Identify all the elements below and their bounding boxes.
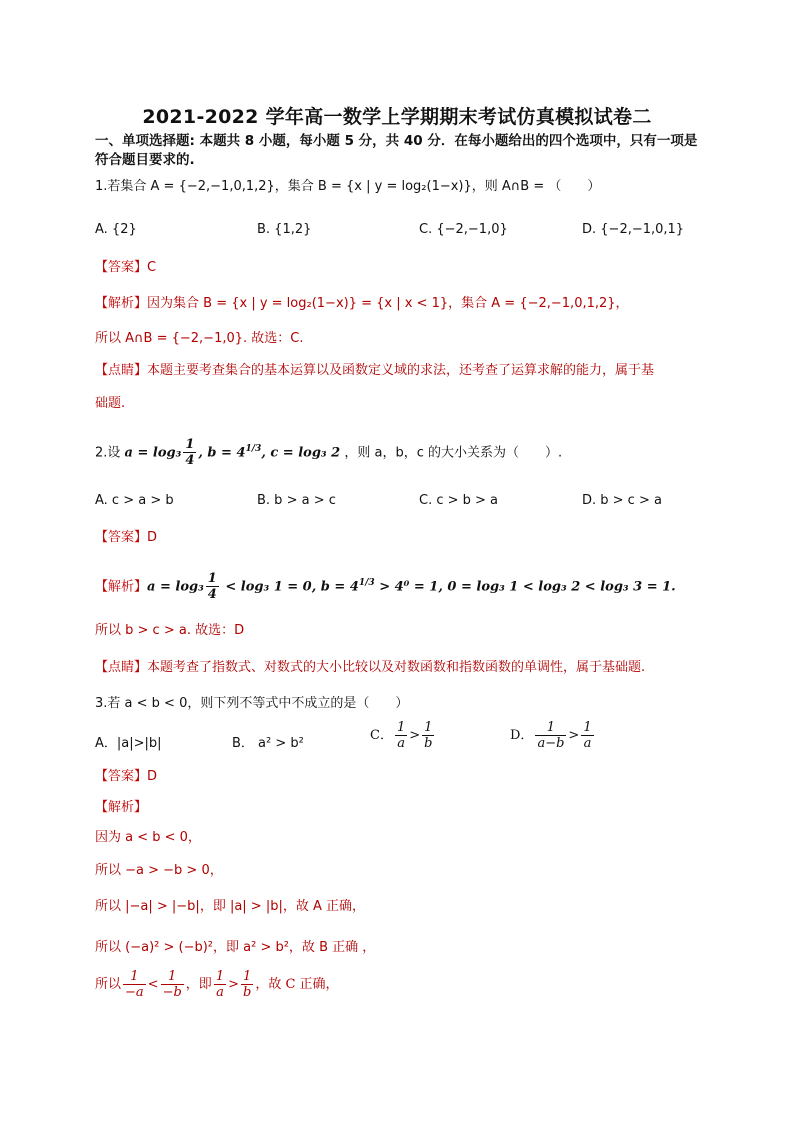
q1-answer [95,259,156,277]
q2-analysis-frac: $\frac{1}{4}$ [207,571,217,603]
q2-stem [95,432,562,470]
q1-option-b: B. {1,2} [257,222,312,237]
frac-1-over-a-minus-b: $\frac{1}{a-b}$ [537,720,565,751]
analysis-text: 因为集合 B = {x | y = log₂(1−x)} = {x | x < 1}，集合 A = {−2,−1,0,1,2}， [147,296,629,311]
q1-option-d: D. {−2,−1,0,1} [582,222,685,237]
frac-1-over-a: $\frac{1}{a}$ [396,720,406,751]
q2-expr-a: a = log₃ [124,445,182,461]
section-heading-line2: 符合题目要求的. [95,152,195,168]
q3-analysis-line1: 因为 a < b < 0， [95,830,201,845]
frac-1-over-b: $\frac{1}{b}$ [424,720,433,751]
frac-1-over-a-2: $\frac{1}{a}$ [583,720,592,751]
q3-option-c: C． $\frac{1}{a}$ > $\frac{1}{b}$ [370,720,433,751]
q2-expr-c: , c = log₃ 2 [261,445,341,461]
q3-answer: 【答案】D [95,769,158,784]
q1-comment-line1 [95,362,654,380]
q2-option-d: D. b > c > a [582,493,662,508]
q3-option-a: A．|a|>|b| [95,736,162,751]
q3-analysis-line2: 所以 −a > −b > 0， [95,863,223,878]
q1-stem: 1.若集合 A = {−2,−1,0,1,2}，集合 B = {x | y = log₂(1−x)}，则 A∩B = （ ） [95,179,601,194]
answer-value: C [147,260,157,275]
q1-option-a: A. {2} [95,222,137,237]
comment-tag: 【点睛】 [95,363,148,378]
q3-analysis-tag: 【解析】 [95,800,148,815]
q1-comment-line2: 础题. [95,396,126,411]
q2-expr-b: , b = 4 [198,445,246,461]
answer-tag: 【答案】 [95,260,148,275]
comment-text: 本题主要考查集合的基本运算以及函数定义域的求法，还考查了运算求解的能力，属于基 [147,363,655,378]
q1-analysis-line2: 所以 A∩B = {−2,−1,0}. 故选：C. [95,331,304,346]
q1-analysis-line1 [95,295,629,313]
q3-analysis-line5: 所以 $\frac{1}{-a}$ < $\frac{1}{-b}$ ，即 $\frac{1}{a}$ > $\frac{1}{b}$ ，故 C 正确， [95,969,339,1000]
q3-analysis-line3: 所以 |−a| > |−b|，即 |a| > |b|，故 A 正确， [95,899,365,914]
q3-stem: 3.若 a < b < 0，则下列不等式中不成立的是（ ） [95,696,409,711]
q2-analysis-line1: 【解析】a = log₃ $\frac{1}{4}$ < log₃ 1 = 0, $b = 4^{1/3} > 4^0 = 1$, 0 = log₃ 1 < log₃ 2 < log₃ 3 = 1. [95,571,676,603]
q3-option-b: B． a² > b² [232,736,304,751]
q2-comment: 【点睛】本题考查了指数式、对数式的大小比较以及对数函数和指数函数的单调性，属于基础题. [95,660,646,675]
q2-option-b: B. b > a > c [257,493,336,508]
q2-answer: 【答案】D [95,530,158,545]
q2-analysis-line2: 所以 b > c > a. 故选：D [95,623,245,638]
q1-option-c: C. {−2,−1,0} [419,222,508,237]
q2-stem-prefix: 2.设 [95,445,121,461]
q3-option-d: D． $\frac{1}{a-b}$ > $\frac{1}{a}$ [510,720,592,751]
q2-option-c: C. c > b > a [419,493,499,508]
page-title: 2021-2022 学年高一数学上学期期末考试仿真模拟试卷二 [142,106,652,128]
q3-analysis-line4: 所以 (−a)² > (−b)²，即 a² > b²，故 B 正确 ， [95,940,376,955]
q2-expr-b-exponent: 1/3 [245,444,262,454]
q2-option-a: A. c > a > b [95,493,174,508]
section-heading-line1: 一、单项选择题: 本题共 8 小题，每小题 5 分，共 40 分．在每小题给出的四个选项中，只有一项是 [95,133,698,149]
q2-stem-suffix: ，则 a，b，c 的大小关系为（ ）. [344,445,563,461]
analysis-tag: 【解析】 [95,296,148,311]
q2-frac-quarter: $\frac{1}{4}$ [185,437,195,469]
